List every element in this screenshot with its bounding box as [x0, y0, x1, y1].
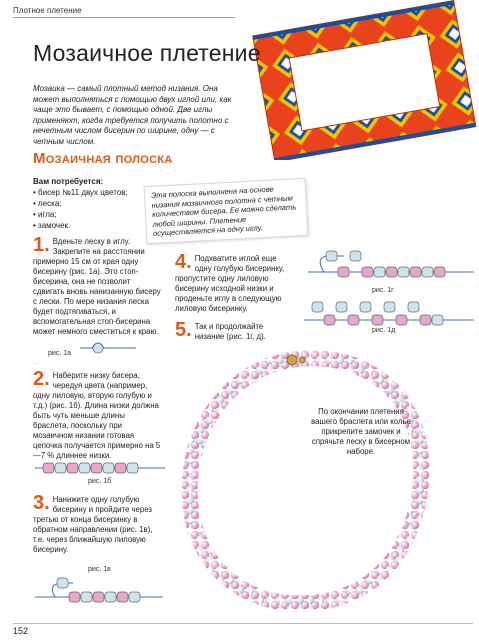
step-number: 5.: [175, 319, 192, 341]
step-2: [33, 368, 161, 461]
step-number: 2.: [33, 368, 50, 390]
caption-1b: рис. 1б: [88, 478, 112, 485]
beaded-frame-image: [240, 0, 479, 160]
material-item: • бисер №11 двух цветов;: [33, 187, 128, 198]
step-4: [175, 251, 290, 314]
material-item: • замочек.: [33, 220, 128, 231]
diagram-1g: [308, 250, 474, 286]
step-text: Вденьте леску в иглу. Закрепите на расстоянии примерно 15 см от края одну бисерину (рис. 1а). Это стоп-бисерина, она не позволит сдвигать вновь нанизанную бисеру с лески. По мере низания леска будет подтягиваться, и вспомогательная стоп-бисерина может немного сместиться к краю.: [33, 237, 161, 336]
material-item: • леска;: [33, 198, 128, 209]
materials-list: [33, 187, 128, 231]
page-number: 152: [13, 626, 29, 636]
intro-paragraph: Мозаика — самый плотный метод низания. Она может выполняться с помощью двух иглой или, как чаще это бывает, с помощью одной. Две иглы применяют, когда требуется получить полотно с нечетным числом бисерин по ширине, одну — с четным числом.: [33, 84, 232, 146]
diagram-1d: [304, 300, 474, 328]
material-item: • игла;: [33, 209, 128, 220]
note-card: Эта полоска выполнена на основе низания мозаичного полотна с четным количеством бисера. Ее можно сделать любой ширины. Плетение осуществляется на одну иглу.: [144, 178, 309, 244]
section-title: Мозаичная полоска: [33, 150, 173, 167]
step-text: Наберите низку бисера, чередуя цвета (например, одну лиловую, вторую голубую и т.д.) (рис. 1б). Длина низки должна быть чуть меньше длины браслета, поскольку при мозаичном низании готовая цепочка получается примерно на 5—7 % длиннее низки.: [33, 371, 161, 460]
step-number: 4.: [175, 251, 192, 273]
step-text: Подхватите иглой еще одну голубую бисеринку, пропустите одну лиловую бисерину исходной низки и проденьте иглу в следующую лиловую бисеринку.: [175, 254, 285, 313]
step-number: 1.: [33, 234, 50, 256]
page-title: Мозаичное плетение: [33, 40, 261, 66]
diagram-1a: [78, 338, 138, 358]
footer-rule: [13, 623, 473, 624]
step-text: Так и продолжайте низание (рис. 1г, д).: [194, 322, 266, 341]
step-3: [33, 492, 161, 555]
diagram-1v: [35, 577, 165, 607]
separator: [35, 363, 36, 364]
step-number: 3.: [33, 492, 50, 514]
caption-1v: рис. 1в: [88, 566, 111, 573]
materials-heading: Вам потребуется:: [33, 177, 104, 186]
header-rule: [13, 17, 235, 18]
running-head: Плотное плетение: [13, 6, 82, 15]
step-5: [175, 319, 290, 342]
bracelet-photo: [170, 340, 440, 620]
caption-1a: рис. 1а: [48, 350, 71, 357]
diagram-1b: [35, 460, 165, 476]
step-text: Нанижите одну голубую бисерину и пройдите через третью от конца бисеринку в обратном направлении (рис. 1в), т.е. через ближайшую лиловую бисерину.: [33, 495, 153, 554]
caption-1d: рис. 1д: [372, 327, 396, 334]
step-1: [33, 234, 161, 337]
caption-1g: рис. 1г: [372, 287, 394, 294]
final-note: По окончании плетения вашего браслета или колье прикрепите замочек и спрячьте леску в бисерном наборе.: [311, 407, 411, 456]
